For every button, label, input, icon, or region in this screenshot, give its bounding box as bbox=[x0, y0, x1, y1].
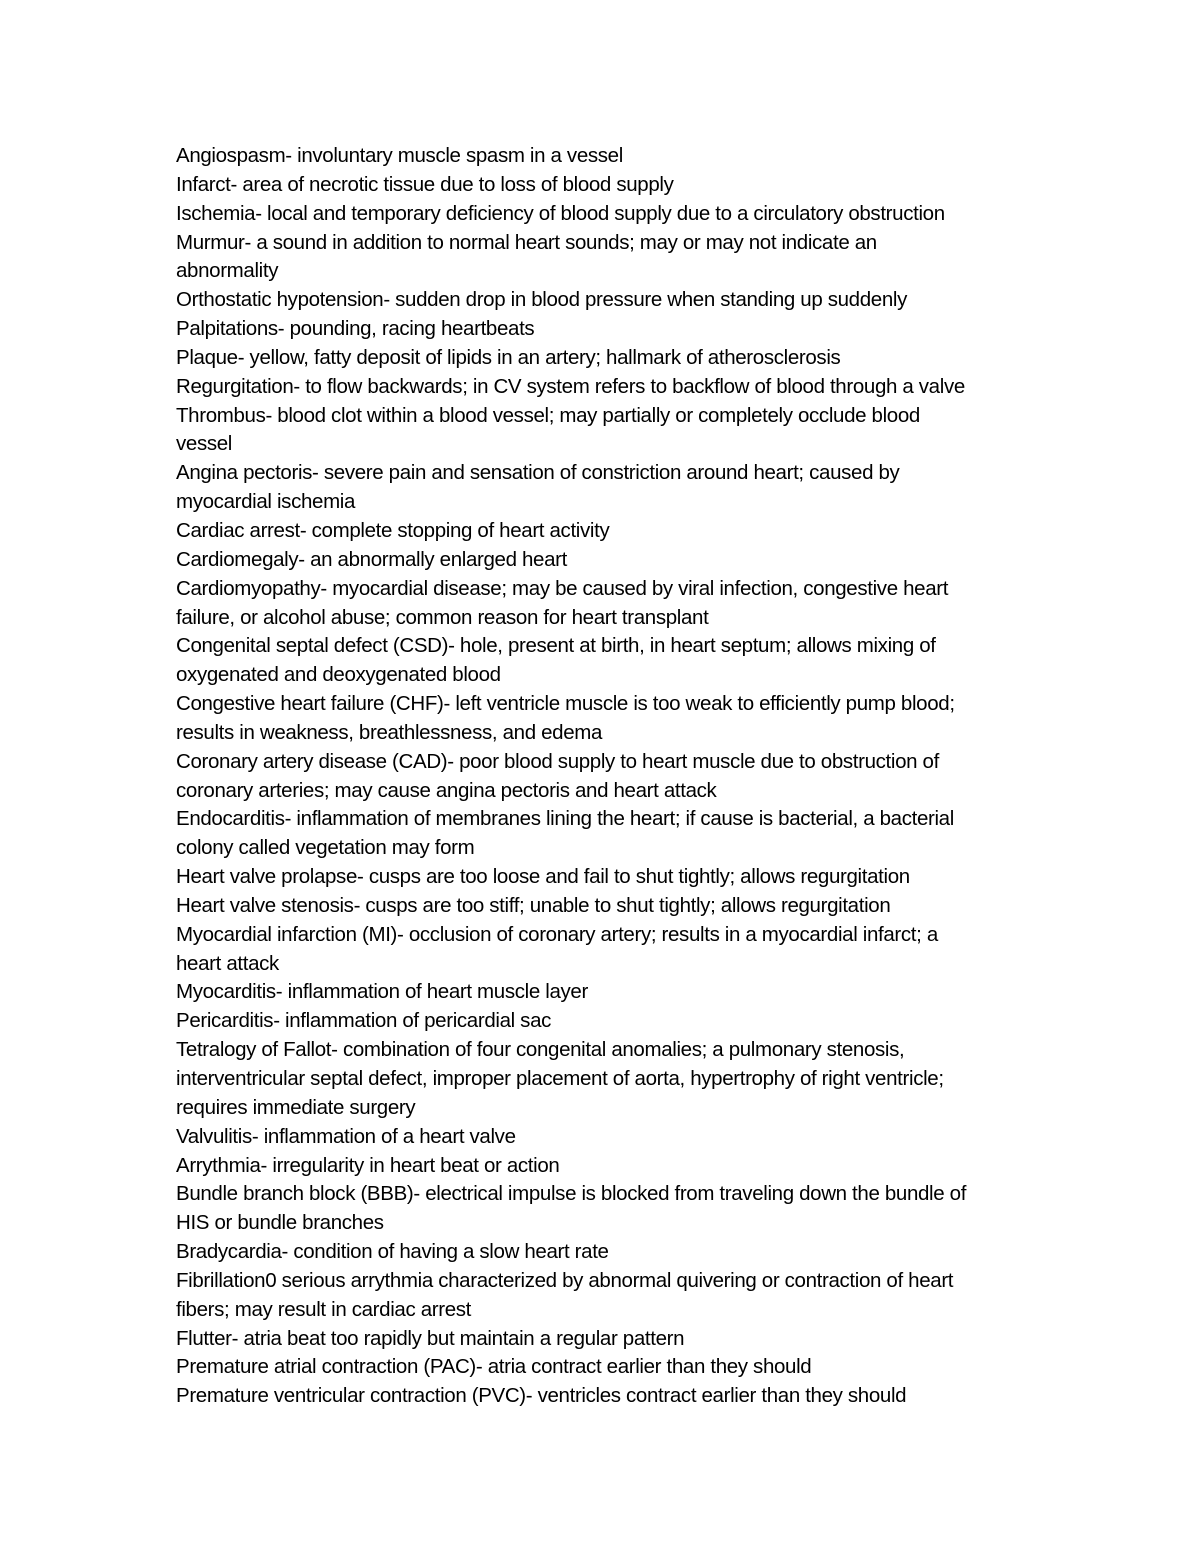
text-line: Premature atrial contraction (PAC)- atria contract earlier than they should bbox=[176, 1355, 812, 1379]
text-line: Congestive heart failure (CHF)- left ventricle muscle is too weak to efficiently pump blood; bbox=[176, 692, 955, 716]
text-line: Valvulitis- inflammation of a heart valve bbox=[176, 1124, 516, 1148]
text-line: Premature ventricular contraction (PVC)- ventricles contract earlier than they should bbox=[176, 1384, 907, 1408]
text-line: interventricular septal defect, improper placement of aorta, hypertrophy of right ventricle; bbox=[176, 1067, 944, 1090]
text-line: Murmur- a sound in addition to normal heart sounds; may or may not indicate an bbox=[176, 230, 877, 254]
text-line: myocardial ischemia bbox=[176, 490, 356, 514]
text-line: Fibrillation0 serious arrythmia characterized by abnormal quivering or contraction of heart bbox=[176, 1268, 954, 1292]
text-line: Bradycardia- condition of having a slow heart rate bbox=[176, 1240, 609, 1264]
text-line: Bundle branch block (BBB)- electrical impulse is blocked from traveling down the bundle of bbox=[176, 1182, 967, 1206]
text-line: Angiospasm- involuntary muscle spasm in a vessel bbox=[176, 144, 623, 167]
text-line: oxygenated and deoxygenated blood bbox=[176, 663, 501, 687]
text-line: Heart valve prolapse- cusps are too loose and fail to shut tightly; allows regurgitation bbox=[176, 865, 910, 889]
text-line: HIS or bundle branches bbox=[176, 1211, 384, 1235]
text-line: fibers; may result in cardiac arrest bbox=[176, 1297, 472, 1321]
text-line: results in weakness, breathlessness, and edema bbox=[176, 720, 603, 744]
text-line: colony called vegetation may form bbox=[176, 836, 475, 860]
text-line: Heart valve stenosis- cusps are too stiff; unable to shut tightly; allows regurgitation bbox=[176, 893, 891, 917]
text-line: Congenital septal defect (CSD)- hole, present at birth, in heart septum; allows mixing of bbox=[176, 634, 936, 658]
text-line: Cardiomegaly- an abnormally enlarged heart bbox=[176, 547, 567, 571]
text-line: Coronary artery disease (CAD)- poor blood supply to heart muscle due to obstruction of bbox=[176, 749, 939, 773]
text-line: vessel bbox=[176, 432, 233, 456]
text-line: Cardiomyopathy- myocardial disease; may be caused by viral infection, congestive heart bbox=[176, 576, 949, 600]
text-line: Infarct- area of necrotic tissue due to loss of blood supply bbox=[176, 172, 674, 196]
text-line: Thrombus- blood clot within a blood vessel; may partially or completely occlude blood bbox=[176, 403, 920, 427]
text-line: Cardiac arrest- complete stopping of heart activity bbox=[176, 518, 610, 542]
text-line: Palpitations- pounding, racing heartbeats bbox=[176, 317, 535, 341]
text-line: Pericarditis- inflammation of pericardial sac bbox=[176, 1009, 552, 1033]
definitions-list bbox=[176, 142, 1056, 1411]
text-line: heart attack bbox=[176, 951, 279, 975]
text-line: Endocarditis- inflammation of membranes lining the heart; if cause is bacterial, a bacterial bbox=[176, 807, 954, 831]
text-line: Flutter- atria beat too rapidly but maintain a regular pattern bbox=[176, 1326, 685, 1350]
text-line: Myocarditis- inflammation of heart muscle layer bbox=[176, 980, 588, 1004]
text-line: Angina pectoris- severe pain and sensation of constriction around heart; caused by bbox=[176, 461, 900, 485]
text-line: Tetralogy of Fallot- combination of four congenital anomalies; a pulmonary stenosis, bbox=[176, 1038, 905, 1062]
text-line: failure, or alcohol abuse; common reason for heart transplant bbox=[176, 605, 709, 629]
text-line: coronary arteries; may cause angina pectoris and heart attack bbox=[176, 778, 717, 802]
text-line: Ischemia- local and temporary deficiency of blood supply due to a circulatory obstruction bbox=[176, 201, 945, 225]
text-line: Myocardial infarction (MI)- occlusion of coronary artery; results in a myocardial infarct; a bbox=[176, 922, 938, 946]
text-line: Arrythmia- irregularity in heart beat or action bbox=[176, 1153, 560, 1177]
text-line: Plaque- yellow, fatty deposit of lipids in an artery; hallmark of atherosclerosis bbox=[176, 345, 841, 369]
text-line: abnormality bbox=[176, 259, 279, 283]
text-line: Regurgitation- to flow backwards; in CV system refers to backflow of blood through a valve bbox=[176, 374, 965, 398]
text-line: Orthostatic hypotension- sudden drop in blood pressure when standing up suddenly bbox=[176, 288, 907, 312]
text-line: requires immediate surgery bbox=[176, 1095, 416, 1119]
